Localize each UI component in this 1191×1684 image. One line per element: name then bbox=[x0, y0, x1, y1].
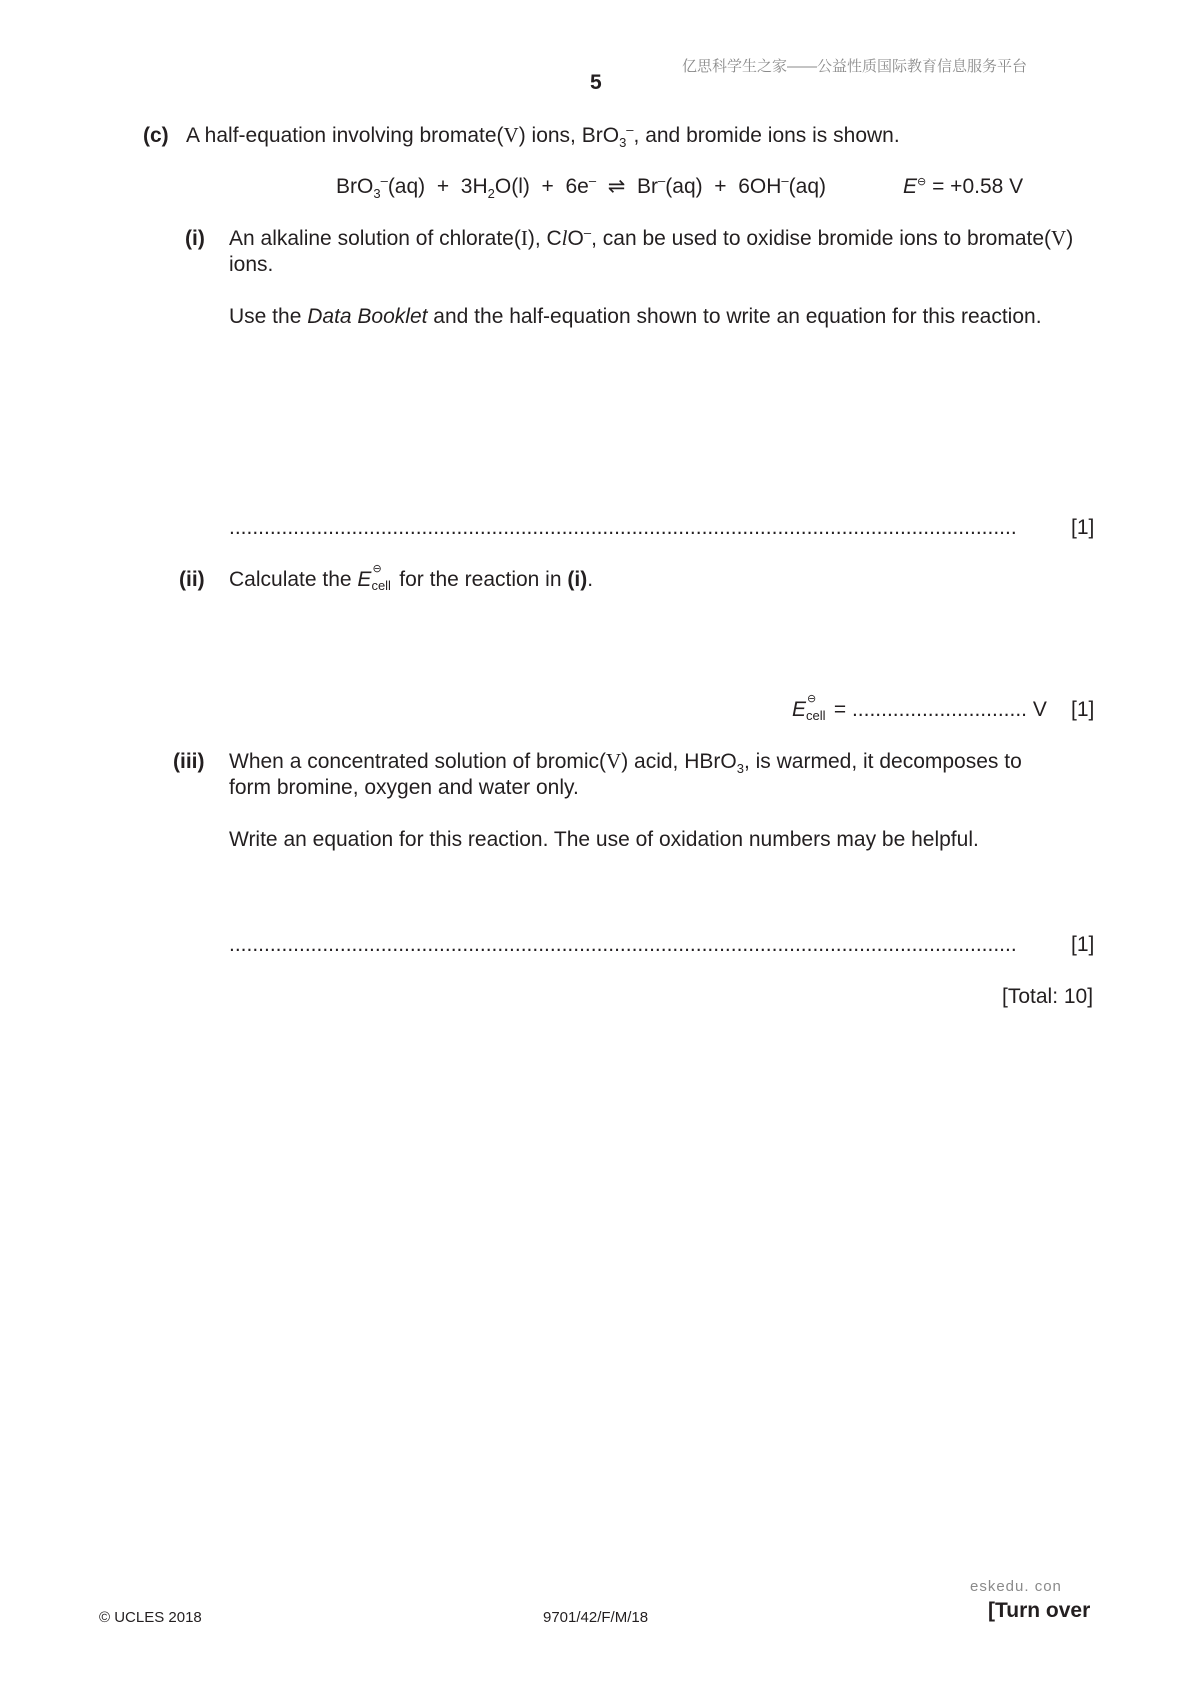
footer-copyright: © UCLES 2018 bbox=[99, 1609, 202, 1626]
equilibrium-arrow-icon: ⇌ bbox=[607, 175, 626, 198]
turn-over: [Turn over bbox=[988, 1599, 1091, 1622]
part-c-label: (c) bbox=[143, 124, 169, 147]
page-number: 5 bbox=[590, 71, 602, 94]
question-total: [Total: 10] bbox=[1002, 985, 1094, 1008]
standard-electrode-potential: E⊖ = +0.58 V bbox=[903, 175, 1024, 198]
footer-watermark: eskedu. con bbox=[970, 1578, 1062, 1595]
part-iii-marks: [1] bbox=[1071, 933, 1095, 956]
header-watermark: 亿思科学生之家——公益性质国际教育信息服务平台 bbox=[682, 58, 1028, 75]
part-ii-answer-line[interactable]: E ⊖ cell = .............................. V bbox=[792, 696, 1047, 723]
part-iii-line1: When a concentrated solution of bromic(V) acid, HBrO$_3$, is warmed, it decomposes to bbox=[229, 749, 1022, 777]
part-i-instruction: Use the Data Booklet and the half-equation shown to write an equation for this reaction. bbox=[229, 305, 1042, 328]
part-ii-question: Calculate the E ⊖ cell for the reaction in (i). bbox=[229, 566, 593, 593]
part-i-line1: An alkaline solution of chlorate(I), ClO–, can be used to oxidise bromide ions to bromate(V) bbox=[229, 225, 1074, 250]
part-i-marks: [1] bbox=[1071, 516, 1095, 539]
part-i-answer-line[interactable]: ....................................................................................................................................... bbox=[229, 516, 1017, 539]
half-equation: $BrO_3^-(aq) + 3H_2O(l) + 6e^-$ ⇌ Br–(aq) + 6OH–(aq) bbox=[336, 173, 827, 202]
part-c-intro: A half-equation involving bromate(V) ions, BrO$_3$–, and bromide ions is shown. bbox=[186, 122, 900, 151]
part-ii-label: (ii) bbox=[179, 568, 205, 591]
plimsoll-icon: ⊖ bbox=[807, 693, 817, 705]
part-iii-answer-line[interactable]: ....................................................................................................................................... bbox=[229, 933, 1017, 956]
part-iii-line2: form bromine, oxygen and water only. bbox=[229, 776, 579, 799]
part-i-line2: ions. bbox=[229, 253, 274, 276]
plimsoll-icon: ⊖ bbox=[372, 563, 382, 575]
footer-paper-code: 9701/42/F/M/18 bbox=[543, 1609, 649, 1626]
part-i-label: (i) bbox=[185, 227, 205, 250]
part-iii-label: (iii) bbox=[173, 750, 205, 773]
part-ii-marks: [1] bbox=[1071, 698, 1095, 721]
plimsoll-icon: ⊖ bbox=[917, 176, 927, 188]
part-iii-instruction: Write an equation for this reaction. The use of oxidation numbers may be helpful. bbox=[229, 828, 979, 851]
